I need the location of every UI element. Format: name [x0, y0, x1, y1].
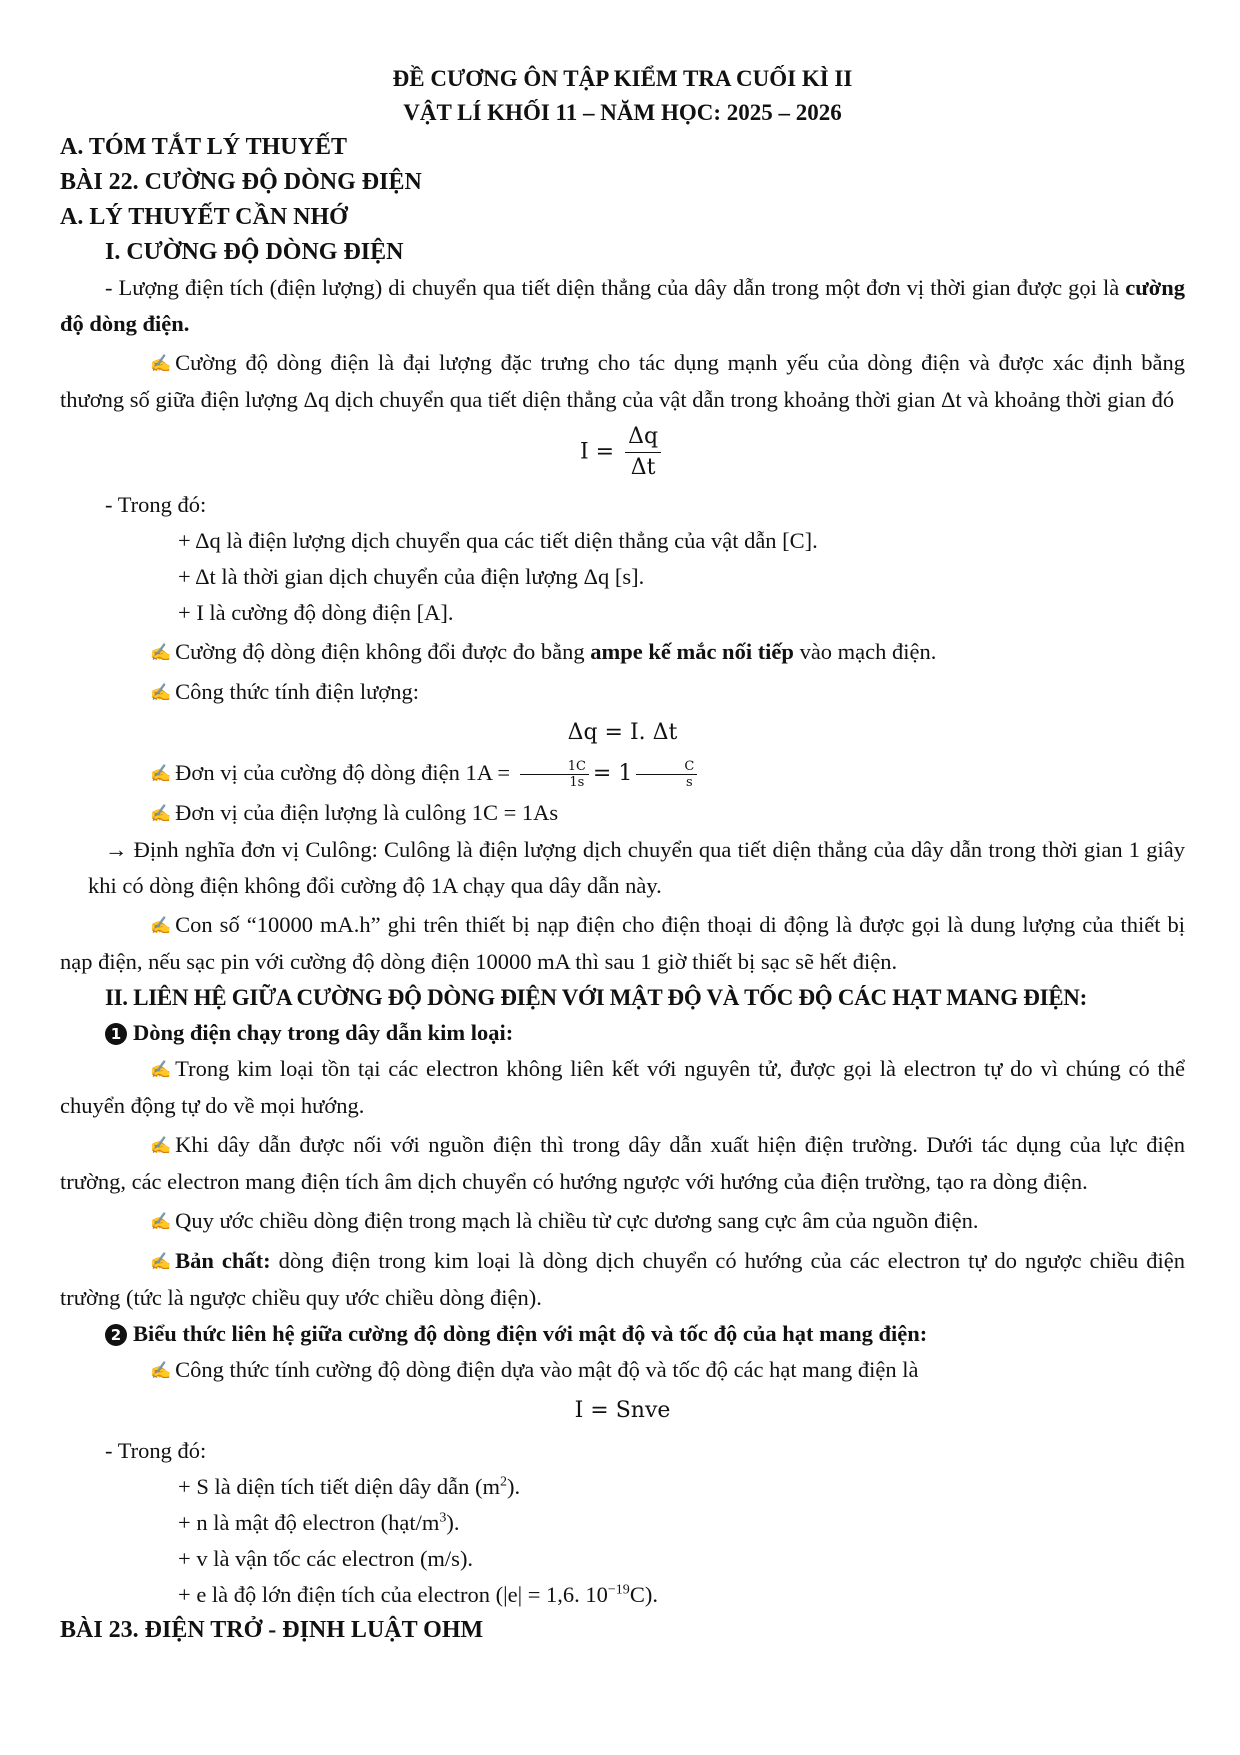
paragraph-coulomb-unit: ✍ Đơn vị của điện lượng là culông 1C = 1As	[60, 795, 1185, 832]
writing-hand-icon: ✍	[150, 916, 172, 935]
paragraph-nature: ✍ Bản chất: dòng điện trong kim loại là dòng dịch chuyển có hướng của các electron tự do ngược chiều điện trường (tức là ngược chiều quy ước chiều dòng điện).	[60, 1243, 1185, 1316]
paragraph-definition: - Lượng điện tích (điện lượng) di chuyển qua tiết diện thẳng của dây dẫn trong một đơn vị thời gian được gọi là cường độ dòng điện.	[60, 275, 1185, 336]
where-item-v: + v là vận tốc các electron (m/s).	[178, 1546, 474, 1571]
paragraph-free-electrons: ✍ Trong kim loại tồn tại các electron không liên kết với nguyên tử, được gọi là electron tự do vì chúng có thể chuyển động tự do về mọi hướng.	[60, 1051, 1185, 1124]
paragraph-convention: ✍ Quy ước chiều dòng điện trong mạch là chiều từ cực dương sang cực âm của nguồn điện.	[60, 1203, 1185, 1240]
writing-hand-icon: ✍	[150, 683, 172, 702]
number-badge: 2	[105, 1324, 127, 1346]
paragraph-mah: ✍ Con số “10000 mA.h” ghi trên thiết bị nạp điện cho điện thoại di động là được gọi là dung lượng của thiết bị nạp điện, nếu sạc pin với cường độ dòng điện 10000 mA thì sau 1 giờ thiết bị sạc sẽ hết điện.	[60, 907, 1185, 980]
where-label-2: - Trong đó:	[105, 1438, 207, 1463]
writing-hand-icon: ✍	[150, 1060, 172, 1079]
paragraph-coulomb-definition: → Định nghĩa đơn vị Culông: Culông là điện lượng dịch chuyển qua tiết diện thẳng của dây dẫn trong thời gian 1 giây khi có dòng điện không đổi cường độ 1A chạy qua dây dẫn này.	[88, 837, 1185, 898]
document-page	[60, 62, 1185, 1648]
writing-hand-icon: ✍	[150, 1136, 172, 1155]
subheading-2: 2 Biểu thức liên hệ giữa cường độ dòng điện với mật độ và tốc độ của hạt mang điện:	[60, 1316, 1185, 1352]
doc-title-line2: VẬT LÍ KHỐI 11 – NĂM HỌC: 2025 – 2026	[403, 100, 842, 125]
doc-title-line1: ĐỀ CƯƠNG ÔN TẬP KIỂM TRA CUỐI KÌ II	[392, 66, 853, 91]
section-a-heading: A. TÓM TẮT LÝ THUYẾT	[60, 134, 347, 160]
number-badge: 1	[105, 1023, 127, 1045]
formula-i-dq-dt: I = $\frac{\Delta q}{\Delta t}$	[60, 422, 1185, 483]
where-item-i: + I là cường độ dòng điện [A].	[178, 600, 454, 625]
writing-hand-icon: ✍	[150, 354, 172, 373]
writing-hand-icon: ✍	[150, 804, 172, 823]
writing-hand-icon: ✍	[150, 764, 172, 783]
paragraph-ampere-unit: ✍ Đơn vị của cường độ dòng điện 1A = $\frac{1C}{1s}$ = 1 $\frac{C}{s}$	[60, 755, 1185, 792]
paragraph-electric-field: ✍ Khi dây dẫn được nối với nguồn điện thì trong dây dẫn xuất hiện điện trường. Dưới tác dụng của lực điện trường, các electron mang điện tích âm dịch chuyển có hướng ngược với hướng của điện trường, tạo ra dòng điện.	[60, 1127, 1185, 1200]
writing-hand-icon: ✍	[150, 643, 172, 662]
where-item-s: + S là diện tích tiết diện dây dẫn $(m^2)$.	[178, 1474, 521, 1499]
theory-heading: A. LÝ THUYẾT CẦN NHỚ	[60, 204, 348, 230]
lesson-22-heading: BÀI 22. CƯỜNG ĐỘ DÒNG ĐIỆN	[60, 169, 422, 195]
writing-hand-icon: ✍	[150, 1212, 172, 1231]
paragraph-intensity: ✍ Cường độ dòng điện là đại lượng đặc trưng cho tác dụng mạnh yếu của dòng điện và được xác định bằng thương số giữa điện lượng Δq dịch chuyển qua tiết diện thẳng của vật dẫn trong khoảng thời gian Δt và khoảng thời gian đó	[60, 345, 1185, 418]
where-label: - Trong đó:	[105, 492, 207, 517]
lesson-23-heading: BÀI 23. ĐIỆN TRỞ - ĐỊNH LUẬT OHM	[60, 1617, 484, 1643]
where-item-dt: + Δt là thời gian dịch chuyển của điện lượng Δq [s].	[178, 564, 645, 589]
fraction: $\frac{1C}{1s}$	[520, 759, 589, 790]
fraction: $\frac{C}{s}$	[636, 759, 697, 790]
writing-hand-icon: ✍	[150, 1361, 172, 1380]
subheading-1: 1 Dòng điện chạy trong dây dẫn kim loại:	[60, 1015, 1185, 1051]
formula-snve: I = Snve	[574, 1398, 671, 1423]
writing-hand-icon: ✍	[150, 1252, 172, 1271]
part-2-heading: II. LIÊN HỆ GIỮA CƯỜNG ĐỘ DÒNG ĐIỆN VỚI MẬT ĐỘ VÀ TỐC ĐỘ CÁC HẠT MANG ĐIỆN:	[105, 985, 1087, 1010]
fraction: $\frac{\Delta q}{\Delta t}$	[625, 422, 661, 483]
formula-dq: Δq = I. Δt	[567, 720, 678, 745]
paragraph-ammeter: ✍ Cường độ dòng điện không đổi được đo bằng ampe kế mắc nối tiếp vào mạch điện.	[60, 634, 1185, 671]
paragraph-charge-formula: ✍ Công thức tính điện lượng:	[60, 674, 1185, 711]
where-item-dq: + Δq là điện lượng dịch chuyển qua các tiết diện thẳng của vật dẫn [C].	[178, 528, 818, 553]
paragraph-snve: ✍ Công thức tính cường độ dòng điện dựa vào mật độ và tốc độ các hạt mang điện là	[60, 1352, 1185, 1389]
part-1-heading: I. CƯỜNG ĐỘ DÒNG ĐIỆN	[105, 239, 404, 265]
where-item-n: + n là mật độ electron $(hạt/m^3)$.	[178, 1510, 460, 1535]
where-item-e: + e là độ lớn điện tích của electron (|e| = 1,6. $10^{-19}C$).	[178, 1582, 658, 1607]
